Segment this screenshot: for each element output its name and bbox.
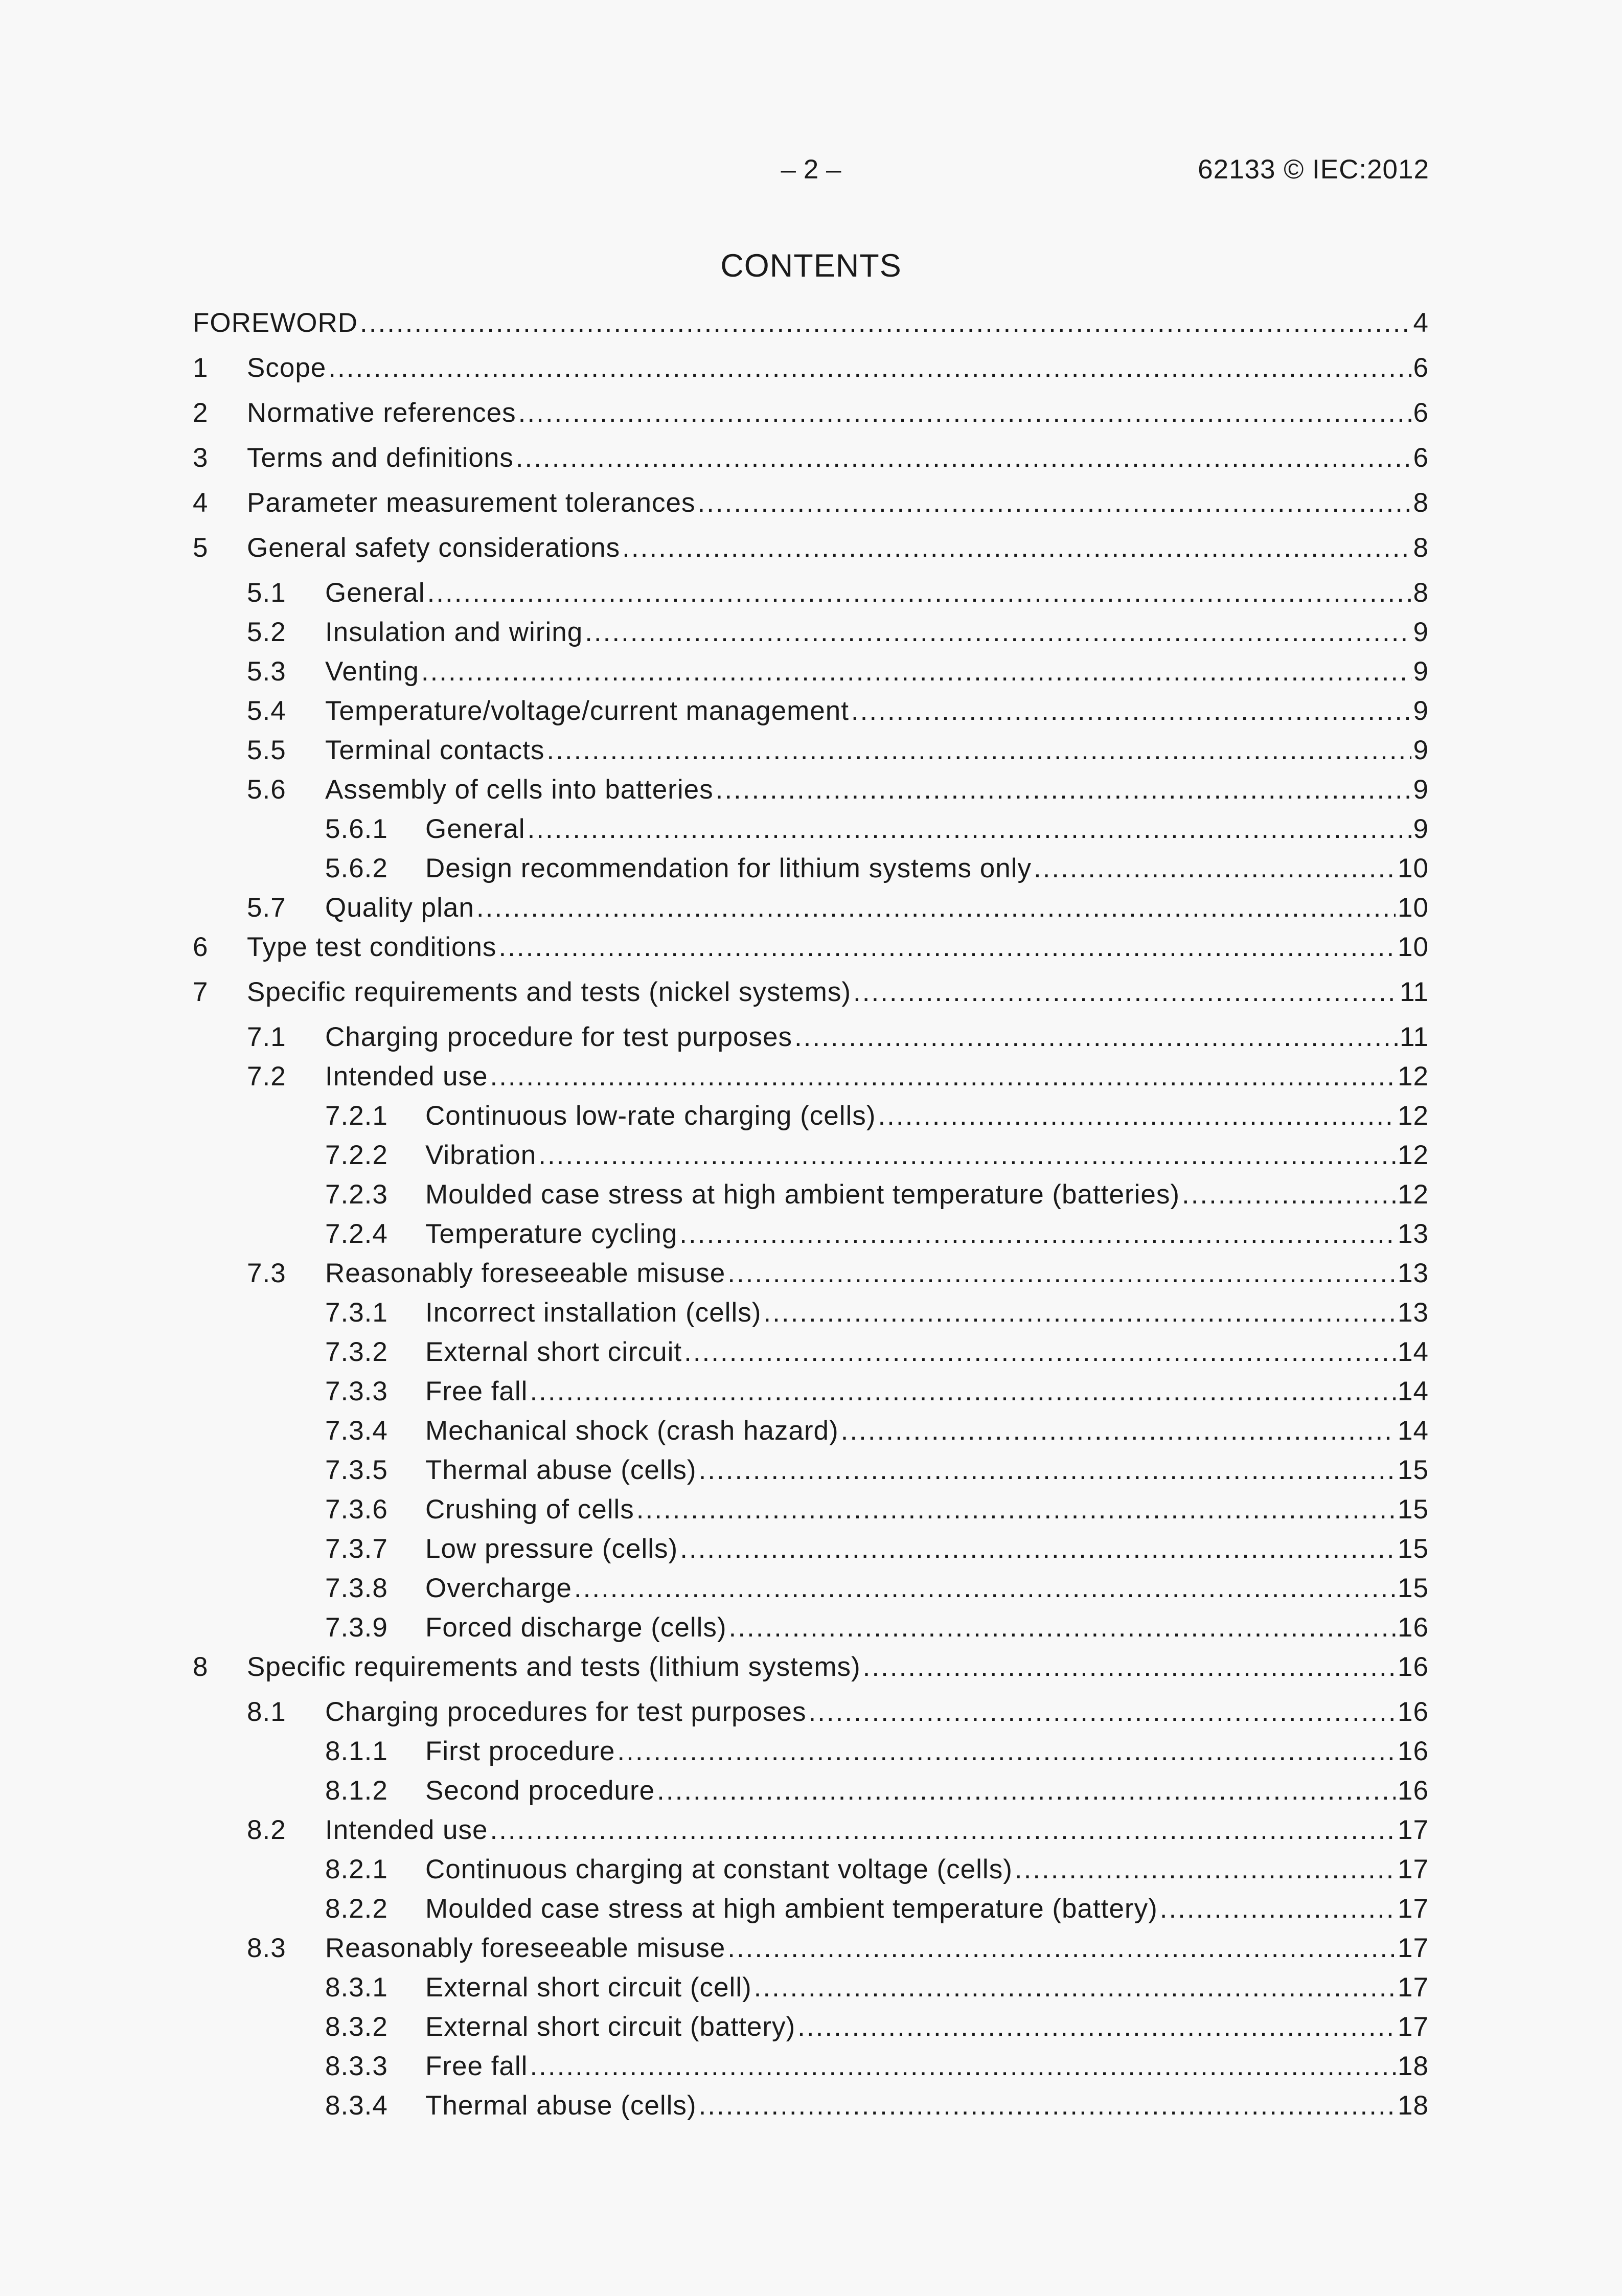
toc-entry-title: Thermal abuse (cells) (425, 1455, 697, 1485)
toc-entry[interactable] (193, 397, 1429, 442)
toc-entry-page: 17 (1398, 2012, 1429, 2042)
toc-entry[interactable] (193, 616, 1429, 655)
toc-entry[interactable] (193, 1218, 1429, 1257)
toc-entry-number: 7.3 (247, 1258, 286, 1288)
toc-dot-leader (657, 1775, 1396, 1807)
toc-dot-leader (490, 1060, 1396, 1093)
toc-entry-title: Free fall (425, 1376, 528, 1406)
toc-entry-title: Continuous charging at constant voltage (cells) (425, 1854, 1013, 1884)
toc-entry-title: First procedure (425, 1736, 615, 1766)
toc-dot-leader (427, 577, 1411, 609)
toc-dot-leader (516, 442, 1411, 474)
toc-entry-title: Moulded case stress at high ambient temperature (battery) (425, 1894, 1158, 1924)
toc-entry-number: 8.1.2 (325, 1776, 388, 1806)
toc-entry-number: 7.2.4 (325, 1219, 388, 1249)
toc-entry-page: 15 (1398, 1534, 1429, 1564)
toc-entry[interactable] (193, 734, 1429, 774)
toc-entry-number: 7.3.2 (325, 1337, 388, 1367)
toc-entry-number: 8.3.1 (325, 1972, 388, 2003)
toc-entry-number: 7 (193, 977, 209, 1007)
toc-entry-page: 6 (1413, 398, 1429, 428)
toc-dot-leader (684, 1336, 1396, 1369)
toc-entry-page: 17 (1398, 1933, 1429, 1963)
toc-entry-number: 1 (193, 353, 209, 383)
toc-entry-page: 14 (1398, 1337, 1429, 1367)
toc-entry-number: 3 (193, 443, 209, 473)
toc-entry[interactable] (193, 307, 1429, 352)
toc-dot-leader (878, 1100, 1396, 1132)
toc-entry-number: 7.3.8 (325, 1573, 388, 1603)
toc-entry[interactable] (193, 487, 1429, 532)
toc-entry-number: 8.3.2 (325, 2012, 388, 2042)
toc-dot-leader (808, 1696, 1396, 1729)
toc-entry[interactable] (193, 2011, 1429, 2050)
toc-entry-title: Moulded case stress at high ambient temperature (batteries) (425, 1179, 1180, 1210)
toc-entry-page: 8 (1413, 533, 1429, 563)
toc-entry-page: 12 (1398, 1061, 1429, 1092)
toc-dot-leader (699, 1454, 1396, 1487)
toc-entry-title: External short circuit (battery) (425, 2012, 796, 2042)
toc-entry[interactable] (193, 1415, 1429, 1454)
toc-entry-title: Temperature cycling (425, 1219, 678, 1249)
toc-entry-number: 5.5 (247, 735, 286, 765)
toc-dot-leader (794, 1021, 1398, 1054)
toc-entry-title: Incorrect installation (cells) (425, 1298, 762, 1328)
toc-entry-page: 16 (1398, 1652, 1429, 1682)
toc-entry[interactable] (193, 695, 1429, 734)
toc-entry-number: 5.2 (247, 617, 286, 647)
toc-entry-page: 14 (1398, 1376, 1429, 1406)
toc-entry[interactable] (193, 1611, 1429, 1651)
toc-entry-number: 5.1 (247, 578, 286, 608)
toc-entry-title: Free fall (425, 2051, 528, 2081)
toc-entry-title: Crushing of cells (425, 1494, 634, 1525)
toc-entry[interactable] (193, 852, 1429, 892)
toc-entry-number: 7.3.5 (325, 1455, 388, 1485)
toc-entry-number: 2 (193, 398, 209, 428)
toc-entry[interactable] (193, 892, 1429, 931)
toc-entry[interactable] (193, 1932, 1429, 1971)
toc-dot-leader (421, 655, 1411, 688)
toc-entry-title: Venting (325, 656, 419, 687)
toc-dot-leader (498, 931, 1396, 964)
toc-dot-leader (841, 1415, 1396, 1447)
toc-entry-page: 10 (1398, 932, 1429, 962)
toc-dot-leader (622, 532, 1411, 564)
toc-dot-leader (538, 1139, 1396, 1172)
toc-entry-title: Overcharge (425, 1573, 572, 1603)
toc-dot-leader (754, 1971, 1396, 2004)
toc-entry-page: 14 (1398, 1416, 1429, 1446)
toc-entry[interactable] (193, 1021, 1429, 1060)
toc-entry[interactable] (193, 442, 1429, 487)
toc-dot-leader (1182, 1178, 1396, 1211)
toc-dot-leader (699, 2089, 1396, 2122)
toc-entry-page: 18 (1398, 2051, 1429, 2081)
toc-entry-page: 15 (1398, 1455, 1429, 1485)
toc-entry-page: 17 (1398, 1894, 1429, 1924)
toc-entry-number: 6 (193, 932, 209, 962)
toc-entry-title: Terminal contacts (325, 735, 545, 765)
toc-dot-leader (585, 616, 1411, 649)
toc-entry-page: 16 (1398, 1612, 1429, 1643)
toc-dot-leader (636, 1493, 1396, 1526)
toc-entry-number: 7.3.1 (325, 1298, 388, 1328)
toc-entry-number: 5.6 (247, 775, 286, 805)
toc-dot-leader (490, 1814, 1396, 1847)
toc-entry-page: 18 (1398, 2090, 1429, 2121)
toc-entry-number: 7.2 (247, 1061, 286, 1092)
toc-entry-number: 5.3 (247, 656, 286, 687)
toc-entry-page: 11 (1399, 1022, 1429, 1052)
toc-entry[interactable] (193, 1853, 1429, 1893)
toc-entry[interactable] (193, 1100, 1429, 1139)
toc-entry-title: Specific requirements and tests (nickel systems) (247, 977, 852, 1007)
toc-entry-number: 8.3.4 (325, 2090, 388, 2121)
toc-entry-title: General (325, 578, 425, 608)
toc-dot-leader (518, 397, 1411, 429)
toc-dot-leader (617, 1735, 1396, 1768)
toc-entry[interactable] (193, 1814, 1429, 1853)
toc-entry-page: 12 (1398, 1179, 1429, 1210)
toc-dot-leader (530, 2050, 1396, 2083)
toc-entry-page: 13 (1398, 1298, 1429, 1328)
toc-entry-title: Assembly of cells into batteries (325, 775, 714, 805)
toc-entry[interactable] (193, 813, 1429, 852)
toc-entry-number: 5.6.2 (325, 853, 388, 883)
toc-entry[interactable] (193, 655, 1429, 695)
toc-entry-title: Reasonably foreseeable misuse (325, 1933, 726, 1963)
toc-entry-number: 7.2.2 (325, 1140, 388, 1170)
toc-entry-number: 8.2.2 (325, 1894, 388, 1924)
toc-entry-title: Terms and definitions (247, 443, 514, 473)
toc-entry-number: 7.3.3 (325, 1376, 388, 1406)
toc-entry-page: 12 (1398, 1101, 1429, 1131)
toc-entry-title: Type test conditions (247, 932, 497, 962)
toc-dot-leader (797, 2011, 1396, 2043)
toc-entry-page: 6 (1413, 443, 1429, 473)
toc-entry-number: 7.3.6 (325, 1494, 388, 1525)
toc-entry-page: 15 (1398, 1494, 1429, 1525)
toc-entry-page: 16 (1398, 1697, 1429, 1727)
toc-entry[interactable] (193, 1572, 1429, 1611)
toc-entry[interactable] (193, 577, 1429, 616)
contents-title: CONTENTS (720, 248, 902, 284)
toc-entry-title: Specific requirements and tests (lithium systems) (247, 1652, 861, 1682)
page-number: – 2 – (781, 154, 841, 185)
toc-entry[interactable] (193, 1651, 1429, 1696)
toc-entry-number: 7.3.4 (325, 1416, 388, 1446)
toc-entry-title: Forced discharge (cells) (425, 1612, 727, 1643)
toc-entry-page: 4 (1413, 308, 1429, 338)
toc-entry-number: 7.1 (247, 1022, 286, 1052)
toc-dot-leader (1160, 1893, 1396, 1925)
toc-entry-title: Mechanical shock (crash hazard) (425, 1416, 839, 1446)
toc-entry[interactable] (193, 1257, 1429, 1297)
toc-entry[interactable] (193, 1139, 1429, 1178)
toc-entry[interactable] (193, 1454, 1429, 1493)
toc-entry-number: 8.2 (247, 1815, 286, 1845)
toc-entry-title: Intended use (325, 1815, 488, 1845)
toc-entry-title: Design recommendation for lithium systems only (425, 853, 1032, 883)
toc-entry-page: 8 (1413, 578, 1429, 608)
toc-entry-number: 8.3 (247, 1933, 286, 1963)
toc-entry-page: 13 (1398, 1258, 1429, 1288)
toc-entry[interactable] (193, 1178, 1429, 1218)
toc-entry[interactable] (193, 1375, 1429, 1415)
toc-dot-leader (574, 1572, 1396, 1605)
toc-entry-page: 17 (1398, 1815, 1429, 1845)
toc-entry-title: Insulation and wiring (325, 617, 583, 647)
toc-entry-page: 15 (1398, 1573, 1429, 1603)
toc-entry-title: Intended use (325, 1061, 488, 1092)
toc-entry-page: 9 (1413, 814, 1429, 844)
toc-entry-number: 7.2.3 (325, 1179, 388, 1210)
toc-entry-number: 7.2.1 (325, 1101, 388, 1131)
toc-entry-number: 5.4 (247, 696, 286, 726)
toc-entry-page: 9 (1413, 775, 1429, 805)
toc-entry-number: 7.3.9 (325, 1612, 388, 1643)
toc-entry-number: 5.7 (247, 893, 286, 923)
toc-entry-title: Parameter measurement tolerances (247, 488, 696, 518)
toc-entry-page: 9 (1413, 656, 1429, 687)
toc-entry-title: General safety considerations (247, 533, 621, 563)
toc-dot-leader (851, 695, 1411, 728)
toc-dot-leader (697, 487, 1411, 519)
toc-entry-page: 9 (1413, 696, 1429, 726)
toc-entry[interactable] (193, 1060, 1429, 1100)
toc-entry-title: Low pressure (cells) (425, 1534, 678, 1564)
toc-entry-number: 5.6.1 (325, 814, 388, 844)
toc-entry[interactable] (193, 532, 1429, 577)
toc-entry-title: Reasonably foreseeable misuse (325, 1258, 726, 1288)
toc-entry-page: 17 (1398, 1854, 1429, 1884)
toc-entry[interactable] (193, 774, 1429, 813)
toc-dot-leader (1034, 852, 1396, 885)
toc-dot-leader (476, 892, 1396, 924)
toc-entry-number: 8 (193, 1652, 209, 1682)
toc-entry-title: Scope (247, 353, 327, 383)
toc-entry-page: 17 (1398, 1972, 1429, 2003)
document-id: 62133 © IEC:2012 (1198, 154, 1429, 185)
toc-dot-leader (727, 1932, 1396, 1965)
toc-entry-title: Vibration (425, 1140, 537, 1170)
toc-entry[interactable] (193, 1297, 1429, 1336)
toc-dot-leader (328, 352, 1411, 384)
toc-entry-page: 10 (1398, 853, 1429, 883)
toc-entry-number: 4 (193, 488, 209, 518)
toc-entry-title: Continuous low-rate charging (cells) (425, 1101, 876, 1131)
toc-entry-page: 16 (1398, 1776, 1429, 1806)
toc-dot-leader (727, 1257, 1396, 1290)
toc-entry-title: Temperature/voltage/current management (325, 696, 849, 726)
toc-entry[interactable] (193, 1775, 1429, 1814)
toc-entry-number: 8.3.3 (325, 2051, 388, 2081)
toc-entry[interactable] (193, 1696, 1429, 1735)
toc-entry[interactable] (193, 1533, 1429, 1572)
toc-entry-title: External short circuit (cell) (425, 1972, 752, 2003)
toc-entry-title: General (425, 814, 526, 844)
toc-entry-page: 16 (1398, 1736, 1429, 1766)
toc-entry[interactable] (193, 1336, 1429, 1375)
toc-dot-leader (360, 307, 1411, 339)
toc-entry-page: 13 (1398, 1219, 1429, 1249)
toc-dot-leader (863, 1651, 1396, 1684)
toc-entry[interactable] (193, 1893, 1429, 1932)
toc-entry-page: 11 (1399, 977, 1429, 1007)
toc-entry[interactable] (193, 2089, 1429, 2129)
toc-entry-number: 8.1 (247, 1697, 286, 1727)
toc-entry[interactable] (193, 1735, 1429, 1775)
toc-entry-number: 8.1.1 (325, 1736, 388, 1766)
toc-dot-leader (680, 1533, 1396, 1565)
toc-dot-leader (853, 976, 1398, 1009)
toc-entry-page: 12 (1398, 1140, 1429, 1170)
toc-entry-page: 8 (1413, 488, 1429, 518)
toc-dot-leader (1015, 1853, 1396, 1886)
toc-entry-title: Charging procedures for test purposes (325, 1697, 807, 1727)
toc-entry[interactable] (193, 1493, 1429, 1533)
toc-entry-number: 7.3.7 (325, 1534, 388, 1564)
toc-dot-leader (763, 1297, 1396, 1329)
table-of-contents (193, 307, 1429, 2129)
toc-entry-title: Second procedure (425, 1776, 655, 1806)
toc-dot-leader (530, 1375, 1396, 1408)
toc-entry-title: Normative references (247, 398, 516, 428)
toc-dot-leader (546, 734, 1411, 767)
toc-dot-leader (716, 774, 1411, 806)
toc-entry-page: 10 (1398, 893, 1429, 923)
toc-entry[interactable] (193, 1971, 1429, 2011)
toc-entry-page: 9 (1413, 735, 1429, 765)
toc-entry-title: Thermal abuse (cells) (425, 2090, 697, 2121)
toc-entry-title: Charging procedure for test purposes (325, 1022, 792, 1052)
toc-entry-number: 5 (193, 533, 209, 563)
toc-entry-title: FOREWORD (193, 308, 358, 338)
toc-dot-leader (679, 1218, 1396, 1251)
toc-entry-title: Quality plan (325, 893, 474, 923)
toc-dot-leader (729, 1611, 1396, 1644)
toc-entry-page: 6 (1413, 353, 1429, 383)
toc-entry-number: 8.2.1 (325, 1854, 388, 1884)
toc-entry-title: External short circuit (425, 1337, 682, 1367)
toc-entry[interactable] (193, 352, 1429, 397)
toc-dot-leader (528, 813, 1411, 846)
toc-entry[interactable] (193, 976, 1429, 1021)
toc-entry-page: 9 (1413, 617, 1429, 647)
toc-entry[interactable] (193, 931, 1429, 976)
toc-entry[interactable] (193, 2050, 1429, 2089)
